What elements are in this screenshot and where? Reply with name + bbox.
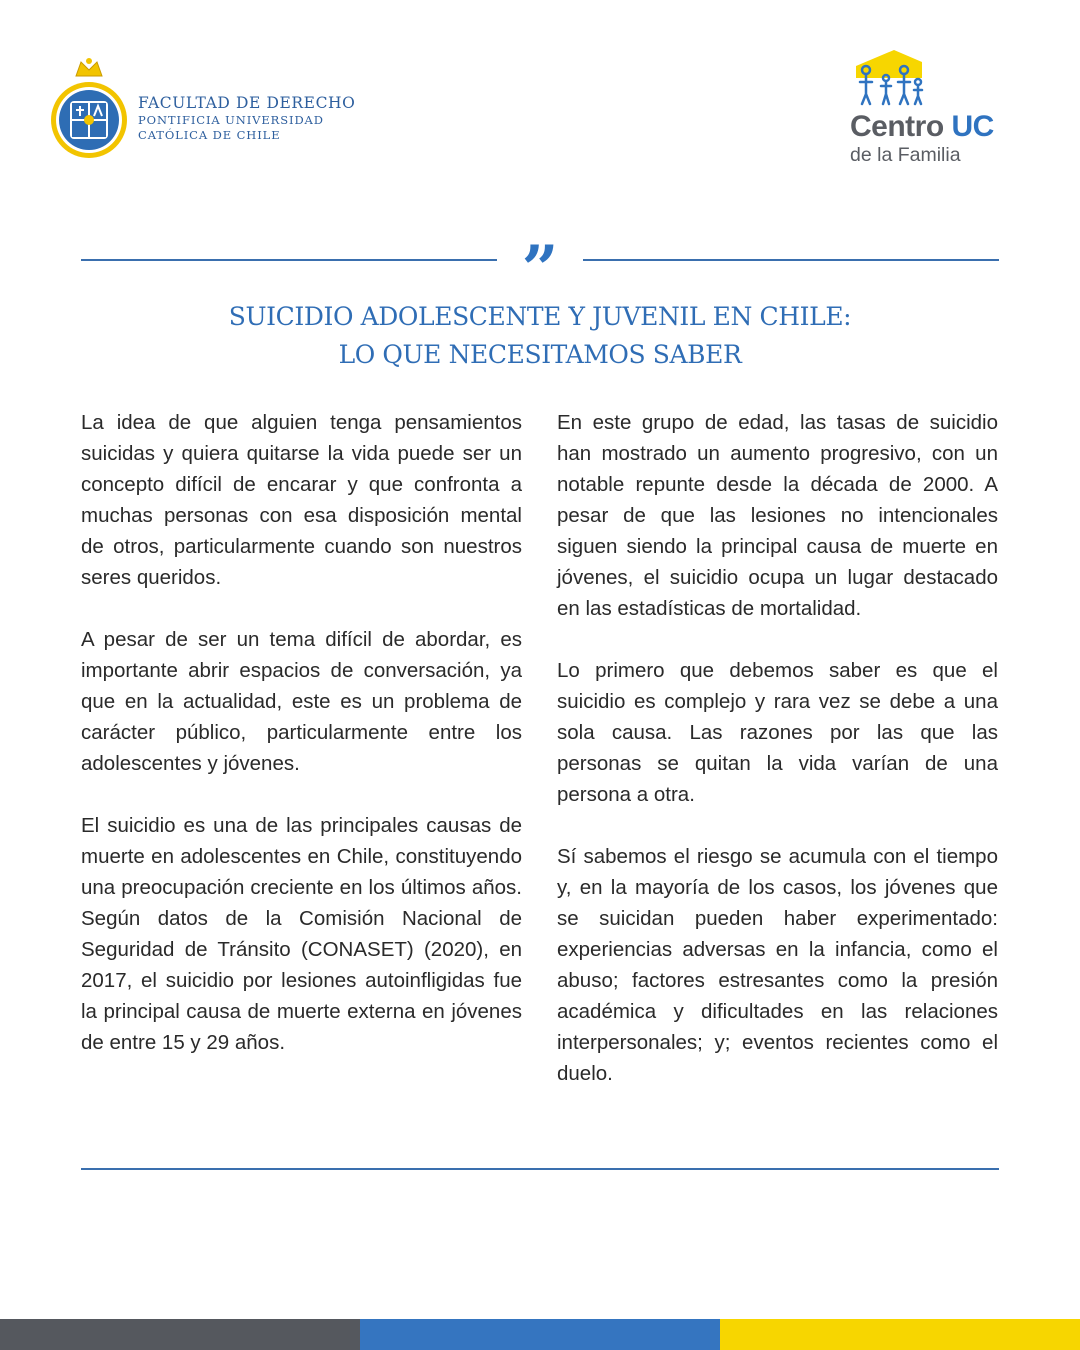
quote-icon: ” (521, 232, 559, 307)
paragraph: A pesar de ser un tema difícil de abordar, es importante abrir espacios de conversación, ya que en la actualidad, este es un problema de carácter público, particularmente entre los adolescentes y jóvenes. (81, 628, 522, 775)
right-text-column (557, 407, 998, 1120)
centro-subtitle: de la Familia (850, 144, 961, 166)
left-text-column (81, 407, 522, 1089)
uc-word: UC (951, 110, 994, 143)
article-title (80, 298, 1000, 374)
paragraph: En este grupo de edad, las tasas de suicidio han mostrado un aumento progresivo, con un notable repunte desde la década de 2000. A pesar de que las lesiones no intencionales siguen siendo la principal causa de muerte en jóvenes, el suicidio ocupa un lugar destacado en las estadísticas de mortalidad. (557, 411, 998, 620)
footer-bar-gray (0, 1319, 360, 1350)
article-title-line1: SUICIDIO ADOLESCENTE Y JUVENIL EN CHILE: (228, 302, 852, 331)
university-name-line1: PONTIFICIA UNIVERSIDAD (138, 113, 324, 127)
article-title-line2: LO QUE NECESITAMOS SABER (338, 340, 742, 369)
divider-bottom (81, 1168, 999, 1170)
paragraph: Lo primero que debemos saber es que el suicidio es complejo y rara vez se debe a una sola causa. Las razones por las que las personas se quitan la vida varían de una persona a otra. (557, 659, 998, 806)
centro-uc-wordmark (850, 110, 994, 166)
centro-word: Centro (850, 110, 944, 143)
footer-bar-yellow (720, 1319, 1080, 1350)
footer-bar-blue (360, 1319, 720, 1350)
faculty-seal-logo (48, 54, 130, 162)
family-house-logo-icon (850, 48, 930, 110)
divider-right (583, 259, 999, 261)
university-name-line2: CATÓLICA DE CHILE (138, 128, 281, 142)
divider-left (81, 259, 497, 261)
faculty-title: FACULTAD DE DERECHO (138, 94, 356, 112)
faculty-name-block (138, 93, 355, 143)
paragraph: El suicidio es una de las principales causas de muerte en adolescentes en Chile, constituyendo una preocupación creciente en los últimos años. Según datos de la Comisión Nacional de Seguridad de Tránsito (CONASET) (2020), en 2017, el suicidio por lesiones autoinfligidas fue la principal causa de muerte externa en jóvenes de entre 15 y 29 años. (81, 814, 522, 1054)
paragraph: Sí sabemos el riesgo se acumula con el tiempo y, en la mayoría de los casos, los jóvenes que se suicidan pueden haber experimentado: experiencias adversas en la infancia, como el abuso; factores estresantes como la presión académica y dificultades en las relaciones interpersonales; y; eventos recientes como el duelo. (557, 845, 998, 1085)
paragraph: La idea de que alguien tenga pensamientos suicidas y quiera quitarse la vida puede ser un concepto difícil de encarar y que confronta a muchas personas con esa disposición mental de otros, particularmente cuando son nuestros seres queridos. (81, 411, 522, 589)
